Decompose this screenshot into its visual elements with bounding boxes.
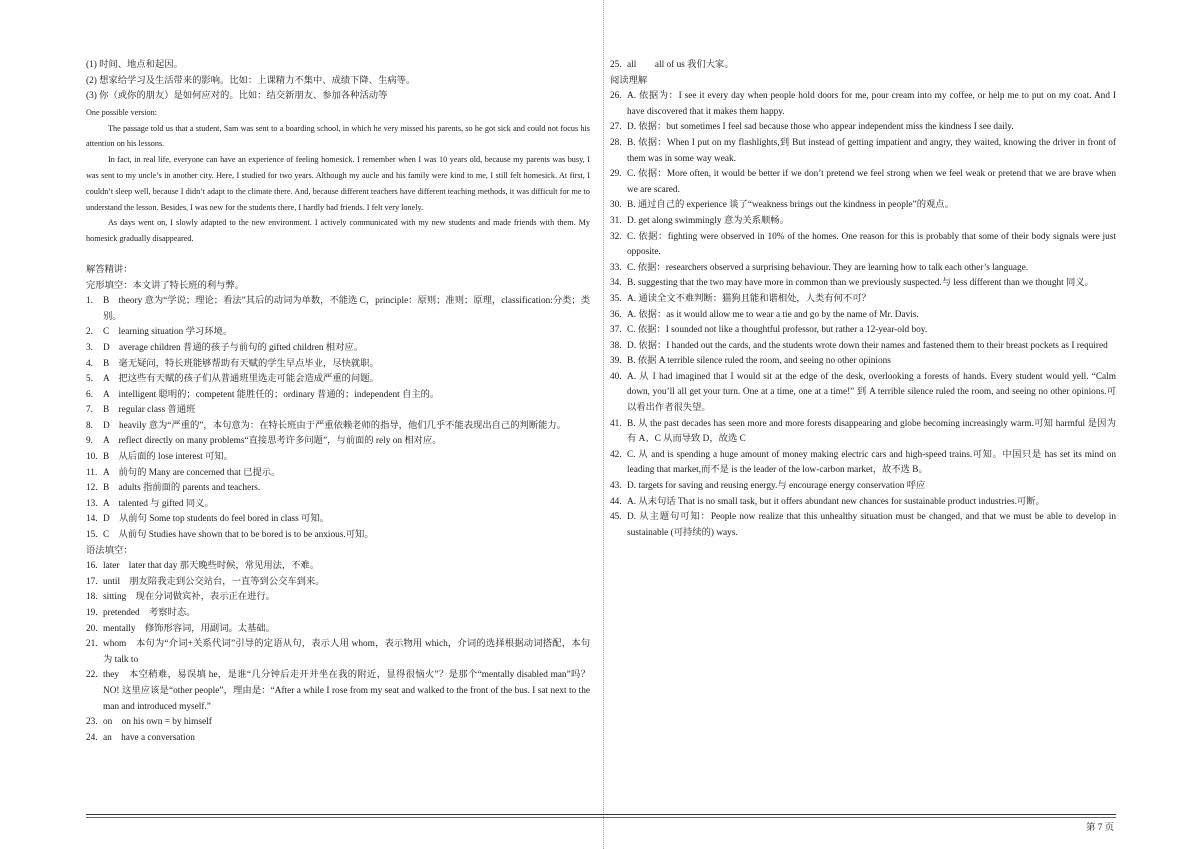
answer-text: D. 依据：but sometimes I feel sad because those who appear independent miss the kindness I see daily. [627,122,1014,133]
answer-number: 30. [610,200,622,211]
answer-text: B 毫无疑问，特长班能够帮助有天赋的学生早点毕业，尽快就职。 [103,358,379,369]
answer-text: D. 依据：I handed out the cards, and the students wrote down their names and fastened them to their breast pockets as I required [627,340,1108,351]
answer-item [610,230,1116,261]
answer-item [610,89,1116,120]
answer-item [610,136,1116,167]
answer-text: D heavily 意为“严重的”，本句意为：在特长班由于严重依赖老师的指导，他们几乎不能表现出自己的判断能力。 [103,420,567,431]
answer-item [610,417,1116,448]
answer-text: B theory 意为“学说；理论；看法”其后的动词为单数，不能选 C，principle：原则；准则；原理，classification:分类；类别。 [103,296,591,322]
answer-number: 39. [610,356,622,367]
answer-item [610,198,1116,214]
section-heading: 解答精讲： [86,264,133,275]
answer-item [86,622,590,638]
answer-item [610,323,1116,339]
answer-item [86,497,590,513]
answer-number: 29. [610,169,622,180]
left-column [86,58,590,746]
section-heading: 阅读理解 [610,75,648,86]
answer-item [610,261,1116,277]
answer-text: A. 从 I had imagined that I would sit at the edge of the desk, overlooking a forests of hands. Every student would yell. “Calm down, you’ll all get your turn. One at a time, one at a time!” 到 A terrible silence ruled the room, and seeing no other opinions.可以看出作者很失望。 [627,371,1116,414]
answer-number: 22. [86,670,98,681]
answer-text: whom 本句为“介词+关系代词”引导的定语从句，表示人用 whom，表示物用 which，介词的选择根据动词搭配，本句为 talk to [103,639,590,665]
footer-rule-thin [86,817,1116,818]
answer-text: C. 依据：More often, it would be better if we don’t pretend we feel strong when we feel weak or pretend that we are brave when we are scared. [627,169,1116,195]
answer-item [86,450,590,466]
answer-number: 6. [86,389,93,400]
answer-item [86,715,590,731]
answer-number: 43. [610,481,622,492]
answer-text: D average children 普通的孩子与前句的 gifted children 相对应。 [103,342,363,353]
answer-number: 33. [610,262,622,273]
answer-text: mentally 修饰形容词，用副词。太基础。 [103,623,275,634]
answer-number: 37. [610,325,622,336]
answer-item [610,292,1116,308]
answer-text: D. targets for saving and reusing energy.与 encourage energy conservation 呼应 [627,481,926,492]
intro-line: One possible version: [86,107,157,117]
answer-number: 7. [86,405,93,416]
answer-item [610,479,1116,495]
answer-text: D 从前句 Some top students do feel bored in class 可知。 [103,514,329,525]
answer-text: C. 依据：I sounded not like a thoughtful professor, but rather a 12-year-old boy. [627,325,928,336]
answer-item [86,372,590,388]
answer-text: later later that day 那天晚些时候，常见用法，不难。 [103,561,320,572]
right-column [610,58,1116,541]
answer-number: 15. [86,530,98,541]
answer-number: 19. [86,608,98,619]
answer-number: 9. [86,436,93,447]
answer-number: 21. [86,639,98,650]
answer-item [610,308,1116,324]
answer-text: A reflect directly on many problems“直接思考许多问题”，与前面的 rely on 相对应。 [103,436,442,447]
answer-item [86,357,590,373]
answer-number: 40. [610,371,622,382]
answer-number: 38. [610,340,622,351]
answer-item [610,339,1116,355]
answer-text: A. 通读全文不难判断：猫狗且能和谐相处，人类有何不可？ [627,293,871,304]
answer-number: 35. [610,293,622,304]
answer-number: 32. [610,231,622,242]
page-fold-divider [603,0,604,849]
intro-line: (2) 想家给学习及生活带来的影响。比如：上课精力不集中、成绩下降、生病等。 [86,75,416,86]
answer-item [610,495,1116,511]
answer-number: 18. [86,592,98,603]
answer-text: all all of us 我们大家。 [627,60,734,70]
section-heading: 语法填空： [86,545,133,556]
essay-paragraph: The passage told us that a student, Sam was sent to a boarding school, in which he very missed his parents, so he got sick and could not focus his attention on his lessons. [86,123,590,149]
answer-item [86,481,590,497]
answer-text: until 朋友陪我走到公交站台，一直等到公交车到来。 [103,576,325,587]
answer-item [86,403,590,419]
answer-number: 34. [610,278,622,289]
answer-text: C. 依据：researchers observed a surprising behaviour. They are learning how to talk each other’s language. [627,262,1029,273]
answer-number: 25. [610,60,622,70]
answer-text: C 从前句 Studies have shown that to be bored is to be anxious.可知。 [103,530,374,541]
essay-paragraph: In fact, in real life, everyone can have an experience of feeling homesick. I remember when I was 10 years old, because my parents was busy, I was sent to my uncle’s in another city. Here, I studied for two years. Although my aucle and his family were kind to me, I still felt homesick. At first, I couldn’t sleep well, because I didn’t adapt to the climate there. And, because different teachers have different teaching methods, it was difficult for me to understand the lesson. Besides, I was new for the students there, I hardly had friends. I felt very lonely. [86,155,590,212]
answer-number: 28. [610,137,622,148]
answer-item [610,214,1116,230]
essay-paragraph: As days went on, I slowly adapted to the new environment. I actively communicated with my new students and made friends with them. My homesick gradually disappeared. [86,218,590,244]
answer-text: B. 依据 A terrible silence ruled the room, and seeing no other opinions [627,356,891,367]
answer-number: 2. [86,327,93,338]
answer-item [86,606,590,622]
page-number: 第 7 页 [1086,823,1114,833]
answer-item [610,58,1116,74]
intro-line: (1) 时间、地点和起因。 [86,60,183,70]
answer-text: pretended 考察时态。 [103,608,196,619]
answer-item [610,510,1116,541]
answer-text: B. 通过自己的 experience 谈了“weakness brings out the kindness in people”的观点。 [627,200,954,211]
answer-number: 45. [610,512,622,523]
answer-text: B. 依据：When I put on my flashlights,到 But instead of getting impatient and angry, they waited, knowing the driver in front of them was in some way weak. [627,137,1116,164]
answer-item [610,276,1116,292]
answer-text: B regular class 普通班 [103,405,196,416]
answer-item [86,731,590,747]
answer-number: 20. [86,623,98,634]
answer-number: 11. [86,467,98,478]
answer-number: 12. [86,483,98,494]
answer-number: 44. [610,496,622,507]
answer-text: A intelligent 聪明的；competent 能胜任的；ordinary 普通的；independent 自主的。 [103,389,440,400]
answer-text: C. 依据：fighting were observed in 10% of the homes. One reason for this is probably that some of their body signals were just opposite. [627,231,1116,258]
answer-item [610,370,1116,417]
answer-text: A. 依据为：I see it every day when people hold doors for me, pour cream into my coffee, or help me to put on my coat. And I have discovered that it makes them happy. [627,91,1116,117]
answer-item [610,120,1116,136]
answer-text: B. suggesting that the two may have more in common than we previously suspected.与 less different than we thought 同义。 [627,278,1094,289]
answer-item [86,559,590,575]
answer-number: 17. [86,576,98,587]
answer-text: B 从后面的 lose interest 可知。 [103,452,233,463]
grammar-answer-list [86,559,590,746]
answer-item [610,167,1116,198]
answer-text: A. 从末句话 That is no small task, but it offers abundant new chances for sustainable product industries.可断。 [627,496,1045,507]
answer-text: C. 从 and is spending a huge amount of money making electric cars and high-speed trains.可知。中国只是 has set its mind on leading that market,而不是 is the leader of the low-carbon market，故不选 B。 [627,449,1116,476]
answer-number: 16. [86,561,98,572]
answer-text: A. 依据：as it would allow me to wear a tie and go by the name of Mr. Davis. [627,309,919,320]
answer-number: 5. [86,374,93,385]
answer-text: an have a conversation [103,732,195,743]
answer-text: A 把这些有天赋的孩子们从普通班里选走可能会造成严重的问题。 [103,374,379,385]
answer-number: 4. [86,358,93,369]
answer-item [86,575,590,591]
answer-number: 42. [610,449,622,460]
answer-item [86,434,590,450]
answer-item [86,294,590,325]
answer-text: D. get along swimmingly 意为关系顺畅。 [627,215,789,226]
answer-item [610,448,1116,479]
reading-answer-list [610,89,1116,541]
answer-number: 26. [610,91,622,102]
answer-item [86,668,590,715]
answer-item [86,325,590,341]
answer-number: 41. [610,418,622,429]
answer-number: 8. [86,420,93,431]
answer-item [86,637,590,668]
footer-rule [86,814,1116,815]
answer-item [86,512,590,528]
answer-item [610,354,1116,370]
answer-number: 1. [86,296,93,307]
answer-item [86,528,590,544]
answer-item [86,341,590,357]
answer-number: 10. [86,452,98,463]
answer-text: D. 从主题句可知：People now realize that this unhealthy situation must be changed, and that we must be able to develop in sustainable (可持续的) ways. [627,512,1116,538]
answer-item [86,419,590,435]
answer-text: on on his own = by himself [103,717,212,728]
answer-text: A 前句的 Many are concerned that 已提示。 [103,467,281,478]
answer-number: 27. [610,122,622,133]
answer-number: 13. [86,498,98,509]
cloze-answer-list [86,294,590,544]
answer-text: A talented 与 gifted 同义。 [103,498,214,509]
intro-line: (3) 你（或你的朋友）是如何应对的。比如：结交新朋友、参加各种活动等 [86,91,388,102]
answer-text: sitting 现在分词做宾补，表示正在进行。 [103,592,275,603]
section-heading: 完形填空：本文讲了特长班的利与弊。 [86,280,245,291]
answer-text: B. 从 the past decades has seen more and more forests disappearing and globe becoming increasingly warm.可知 harmful 是因为有 A、C 从而导致 D，故选 C [627,418,1116,445]
answer-item [86,590,590,606]
answer-number: 14. [86,514,98,525]
answer-number: 23. [86,717,98,728]
answer-item [86,388,590,404]
answer-number: 3. [86,342,93,353]
answer-text: B adults 指前面的 parents and teachers. [103,483,261,494]
answer-text: C learning situation 学习环境。 [103,327,233,338]
answer-text: they 本空稍难，易误填 he，是谁“几分钟后走开并坐在我的附近，显得很恼火”？是那个“mentally disabled man”吗？NO! 这里应该是“other people”，理由是：“After a while I rose from my seat and walked to the front of the bus. I sat next to the man and introduced myself.” [103,670,590,712]
answer-item [86,466,590,482]
answer-number: 36. [610,309,622,320]
answer-number: 31. [610,215,622,226]
answer-number: 24. [86,732,98,743]
